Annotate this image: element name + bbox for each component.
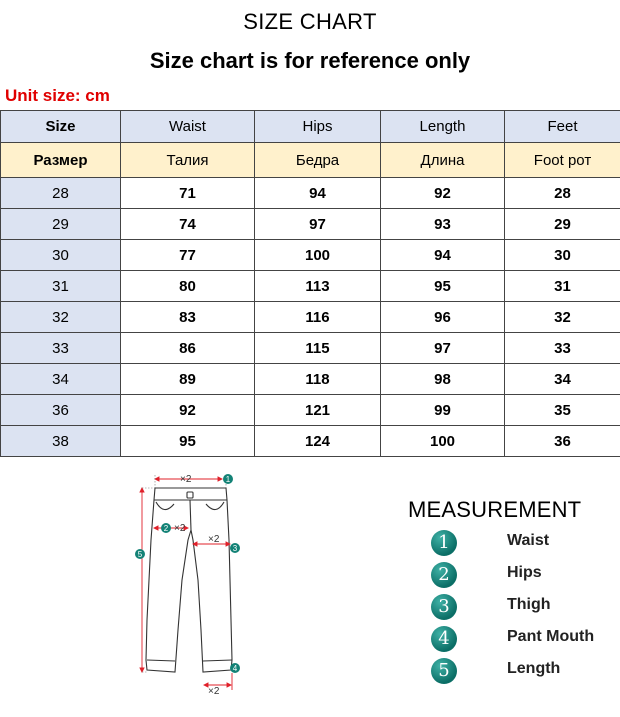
unit-label: Unit size: cm xyxy=(5,86,110,105)
header-row-english xyxy=(1,111,620,143)
header-cell-feet-ru: Foot рот xyxy=(505,143,620,178)
header-cell-feet: Feet xyxy=(505,111,620,143)
table-cell: 89 xyxy=(121,364,255,395)
number-1-icon: 1 xyxy=(431,530,457,556)
header-row-russian xyxy=(1,143,620,178)
table-cell: 94 xyxy=(381,240,505,271)
header-cell-size-ru: Размер xyxy=(1,143,121,178)
number-4-icon: 4 xyxy=(431,626,457,652)
table-cell: 28 xyxy=(505,178,620,209)
table-cell: 31 xyxy=(1,271,121,302)
table-cell: 36 xyxy=(505,426,620,457)
x2-label: ×2 xyxy=(174,523,186,534)
pants-outline-icon xyxy=(146,488,232,672)
table-cell: 29 xyxy=(505,209,620,240)
table-row xyxy=(1,426,620,457)
x2-label: ×2 xyxy=(180,474,192,485)
table-row xyxy=(1,333,620,364)
marker-3: 3 xyxy=(232,544,238,553)
table-cell: 96 xyxy=(381,302,505,333)
measurement-label: Pant Mouth xyxy=(507,628,595,645)
table-row xyxy=(1,240,620,271)
table-cell: 94 xyxy=(255,178,381,209)
table-cell: 38 xyxy=(1,426,121,457)
size-table xyxy=(0,110,620,457)
x2-label: ×2 xyxy=(208,534,220,545)
table-cell: 34 xyxy=(505,364,620,395)
table-cell: 30 xyxy=(505,240,620,271)
table-cell: 86 xyxy=(121,333,255,364)
table-cell: 92 xyxy=(381,178,505,209)
table-row xyxy=(1,209,620,240)
table-cell: 28 xyxy=(1,178,121,209)
table-row xyxy=(1,302,620,333)
header-cell-waist: Waist xyxy=(121,111,255,143)
measurement-label: Thigh xyxy=(507,596,551,613)
table-row xyxy=(1,364,620,395)
header-cell-length: Length xyxy=(381,111,505,143)
header-cell-waist-ru: Талия xyxy=(121,143,255,178)
table-cell: 35 xyxy=(505,395,620,426)
number-3-icon: 3 xyxy=(431,594,457,620)
table-cell: 118 xyxy=(255,364,381,395)
table-cell: 80 xyxy=(121,271,255,302)
table-cell: 115 xyxy=(255,333,381,364)
table-cell: 100 xyxy=(381,426,505,457)
table-row xyxy=(1,178,620,209)
table-cell: 92 xyxy=(121,395,255,426)
marker-2: 2 xyxy=(163,524,169,533)
table-cell: 93 xyxy=(381,209,505,240)
marker-4: 4 xyxy=(232,664,238,673)
table-cell: 33 xyxy=(1,333,121,364)
table-cell: 99 xyxy=(381,395,505,426)
header-cell-size: Size xyxy=(1,111,121,143)
table-cell: 32 xyxy=(505,302,620,333)
pants-diagram xyxy=(130,470,250,700)
table-cell: 100 xyxy=(255,240,381,271)
table-cell: 121 xyxy=(255,395,381,426)
number-2-icon: 2 xyxy=(431,562,457,588)
table-cell: 74 xyxy=(121,209,255,240)
table-cell: 98 xyxy=(381,364,505,395)
table-cell: 77 xyxy=(121,240,255,271)
table-cell: 113 xyxy=(255,271,381,302)
table-cell: 124 xyxy=(255,426,381,457)
table-cell: 30 xyxy=(1,240,121,271)
header-cell-hips-ru: Бедра xyxy=(255,143,381,178)
table-cell: 36 xyxy=(1,395,121,426)
page-subtitle: Size chart is for reference only xyxy=(149,48,471,73)
table-cell: 29 xyxy=(1,209,121,240)
header-cell-hips: Hips xyxy=(255,111,381,143)
measurement-label: Hips xyxy=(507,564,542,581)
table-cell: 31 xyxy=(505,271,620,302)
table-cell: 34 xyxy=(1,364,121,395)
table-row xyxy=(1,395,620,426)
table-cell: 97 xyxy=(381,333,505,364)
marker-5: 5 xyxy=(137,550,143,559)
table-cell: 116 xyxy=(255,302,381,333)
page-title: SIZE CHART xyxy=(243,9,377,34)
table-cell: 95 xyxy=(381,271,505,302)
table-cell: 95 xyxy=(121,426,255,457)
measurement-label: Waist xyxy=(507,532,550,549)
marker-1: 1 xyxy=(225,475,231,484)
table-cell: 97 xyxy=(255,209,381,240)
table-row xyxy=(1,271,620,302)
table-cell: 33 xyxy=(505,333,620,364)
measurement-title: MEASUREMENT xyxy=(408,497,582,522)
measurement-label: Length xyxy=(507,660,561,677)
x2-label: ×2 xyxy=(208,686,220,697)
number-5-icon: 5 xyxy=(431,658,457,684)
table-cell: 83 xyxy=(121,302,255,333)
table-cell: 71 xyxy=(121,178,255,209)
header-cell-length-ru: Длина xyxy=(381,143,505,178)
table-cell: 32 xyxy=(1,302,121,333)
